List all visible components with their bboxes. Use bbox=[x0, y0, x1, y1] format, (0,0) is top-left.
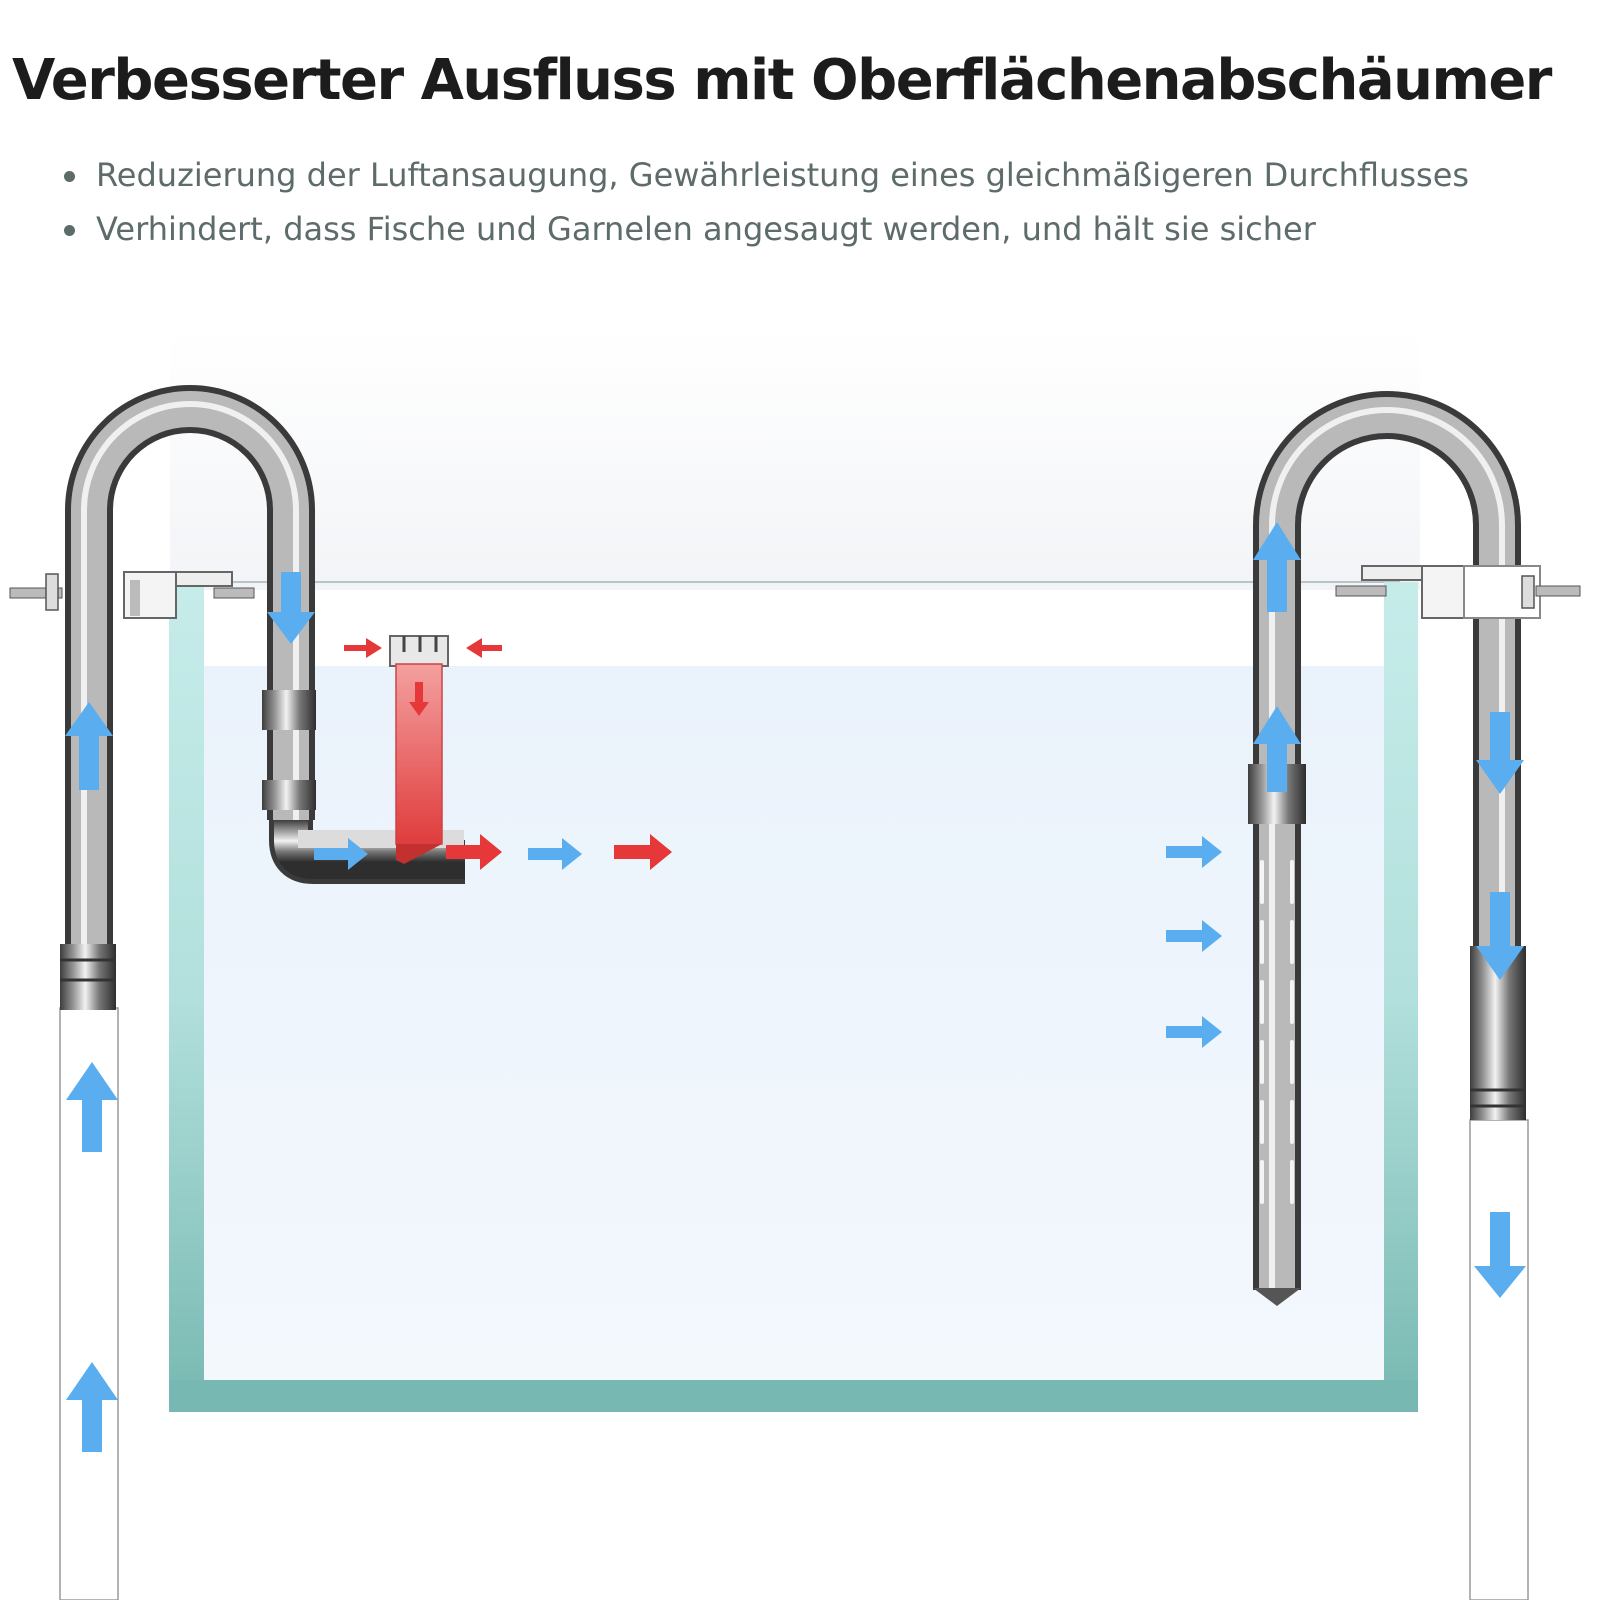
page-title: Verbesserter Ausfluss mit Oberflächenabschäumer bbox=[12, 48, 1551, 113]
clamp-right bbox=[1336, 566, 1580, 618]
tank-wall-right bbox=[1384, 582, 1418, 1412]
background-haze bbox=[170, 330, 1420, 590]
tank-bottom bbox=[169, 1380, 1418, 1412]
hose-outflow-right bbox=[1470, 1120, 1528, 1600]
arrow-right-icon bbox=[344, 638, 382, 658]
tank-wall-left bbox=[169, 582, 204, 1412]
surface-skimmer bbox=[390, 636, 448, 864]
arrow-left-icon bbox=[466, 638, 502, 658]
hose-connector bbox=[60, 944, 116, 1010]
clamp-left bbox=[10, 572, 254, 618]
feature-text: Verhindert, dass Fische und Garnelen angesaugt werden, und hält sie sicher bbox=[96, 210, 1316, 248]
feature-text: Reduzierung der Luftansaugung, Gewährleistung eines gleichmäßigeren Durchflusses bbox=[96, 156, 1470, 194]
